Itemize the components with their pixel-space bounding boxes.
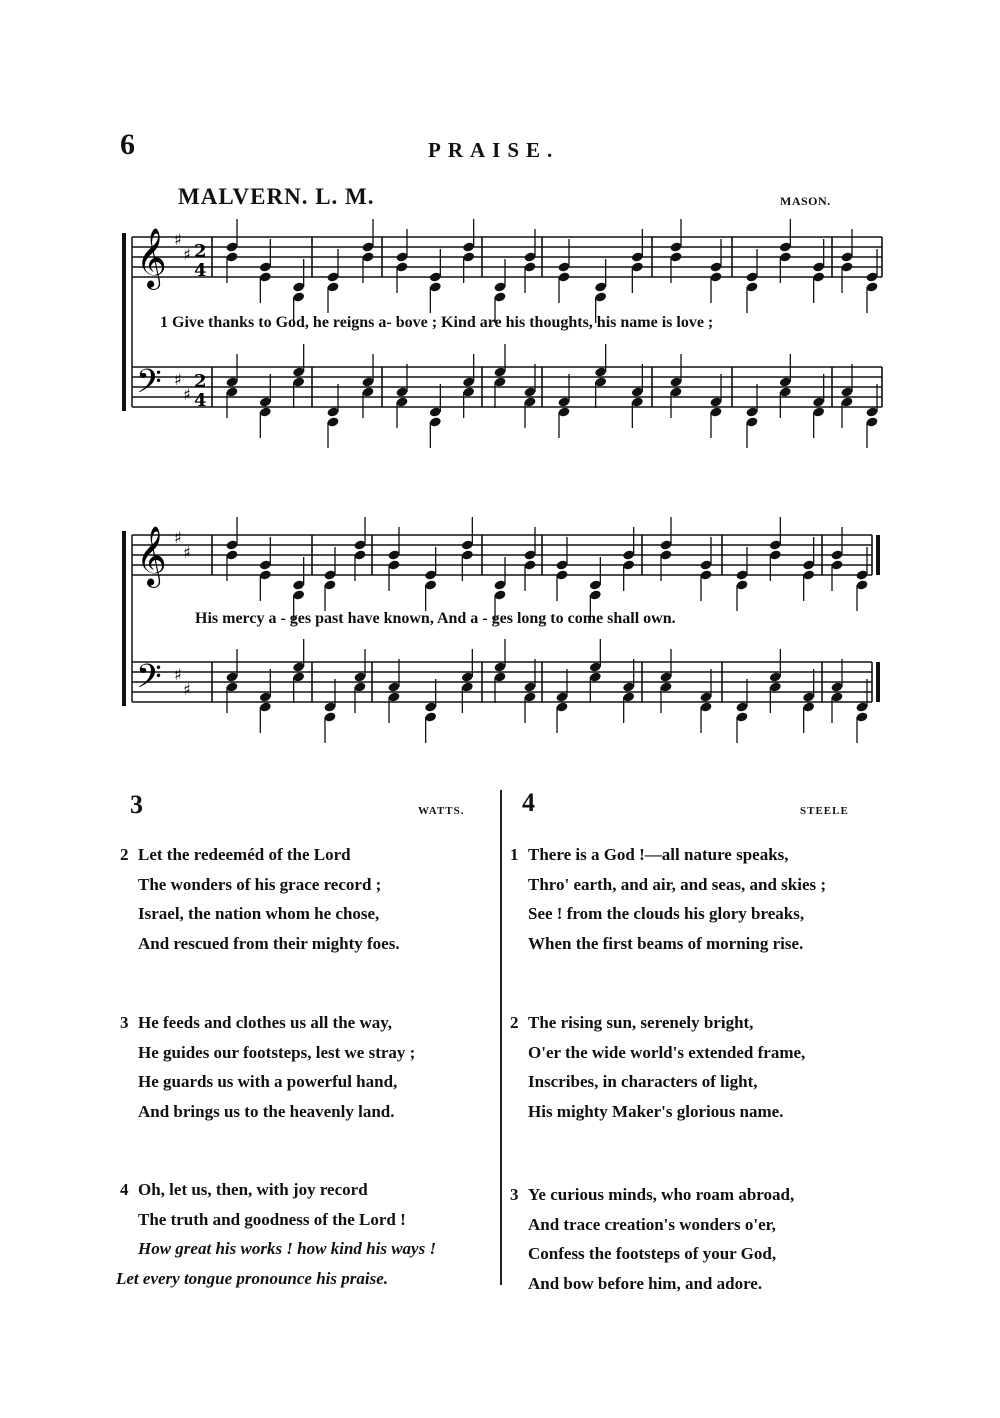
stanza-line: The truth and goodness of the Lord ! <box>138 1209 406 1229</box>
stanza-line: And rescued from their mighty foes. <box>138 933 400 953</box>
stanza-text: Let the redeeméd of the Lord <box>138 845 351 864</box>
sharp-icon: ♯ <box>174 370 182 389</box>
page-title: PRAISE. <box>428 138 560 162</box>
stanza-number: 3 <box>510 1185 519 1204</box>
hymn-number: 3 <box>130 790 143 819</box>
stanza-line: The wonders of his grace record ; <box>138 874 382 894</box>
stanza-number: 2 <box>510 1013 519 1032</box>
bass-clef-icon: 𝄢 <box>136 363 162 409</box>
page-number: 6 <box>120 128 135 161</box>
stanza-number: 4 <box>120 1180 129 1199</box>
sharp-icon: ♯ <box>183 680 191 699</box>
stanza-line: And trace creation's wonders o'er, <box>528 1214 776 1234</box>
stanza-line: He guides our footsteps, lest we stray ; <box>138 1042 416 1062</box>
bass-clef-icon: 𝄢 <box>136 658 162 704</box>
stanza-line: Thro' earth, and air, and seas, and skies ; <box>528 874 827 894</box>
stanza-line: Confess the footsteps of your God, <box>528 1244 777 1263</box>
stanza-line <box>510 1180 794 1210</box>
sharp-icon: ♯ <box>174 665 182 684</box>
stanza-line <box>510 840 826 870</box>
stanza-line <box>120 1175 436 1205</box>
time-signature-numerator: 2 <box>194 371 207 392</box>
stanza-line <box>120 1008 415 1038</box>
stanza-number: 3 <box>120 1013 129 1032</box>
stanza-text: There is a God !—all nature speaks, <box>528 845 789 864</box>
stanza <box>120 840 400 958</box>
stanza-line: Israel, the nation whom he chose, <box>138 904 380 923</box>
stanza-number: 1 <box>510 845 519 864</box>
hymn-author: STEELE <box>800 805 849 817</box>
stanza-text: Ye curious minds, who roam abroad, <box>528 1185 795 1204</box>
stanza-line: How great his works ! how kind his ways ! <box>138 1239 437 1258</box>
column-divider <box>500 790 502 1285</box>
sharp-icon: ♯ <box>183 245 191 264</box>
time-signature-numerator: 2 <box>194 241 207 262</box>
stanza-text: Oh, let us, then, with joy record <box>138 1180 368 1199</box>
stanza <box>510 1180 794 1298</box>
treble-clef-icon: 𝄞 <box>136 228 167 288</box>
time-signature-denominator: 4 <box>194 260 207 281</box>
stanza <box>120 1008 415 1126</box>
sharp-icon: ♯ <box>183 385 191 404</box>
tune-name: MALVERN. L. M. <box>178 184 375 209</box>
stanza <box>510 1008 805 1126</box>
lyric-line-1: 1 Give thanks to God, he reigns a- bove ; Kind are his thoughts, his name is love ; <box>160 314 714 331</box>
hymn-number: 4 <box>522 788 535 817</box>
stanza-text: The rising sun, serenely bright, <box>528 1013 754 1032</box>
sharp-icon: ♯ <box>174 528 182 547</box>
stanza-line <box>510 1008 805 1038</box>
stanza <box>510 840 826 958</box>
hymn-author: WATTS. <box>418 805 465 817</box>
sharp-icon: ♯ <box>174 230 182 249</box>
stanza-line: See ! from the clouds his glory breaks, <box>528 904 805 923</box>
stanza-line: Inscribes, in characters of light, <box>528 1072 758 1091</box>
stanza-number: 2 <box>120 845 129 864</box>
sharp-icon: ♯ <box>183 543 191 562</box>
stanza-line: His mighty Maker's glorious name. <box>528 1101 784 1121</box>
stanza-line: Let every tongue pronounce his praise. <box>116 1268 388 1288</box>
stanza-line: When the first beams of morning rise. <box>528 933 804 953</box>
stanza <box>116 1175 437 1293</box>
lyric-line-2: His mercy a - ges past have known, And a - ges long to come shall own. <box>195 610 676 627</box>
stanza-text: He feeds and clothes us all the way, <box>138 1013 393 1032</box>
composer-name: MASON. <box>780 194 831 208</box>
time-signature-denominator: 4 <box>194 390 207 411</box>
stanza-line <box>120 840 400 870</box>
stanza-line: O'er the wide world's extended frame, <box>528 1042 806 1062</box>
stanza-line: And bow before him, and adore. <box>528 1273 763 1293</box>
stanza-line: And brings us to the heavenly land. <box>138 1101 395 1121</box>
treble-clef-icon: 𝄞 <box>136 526 167 586</box>
stanza-line: He guards us with a powerful hand, <box>138 1072 398 1091</box>
